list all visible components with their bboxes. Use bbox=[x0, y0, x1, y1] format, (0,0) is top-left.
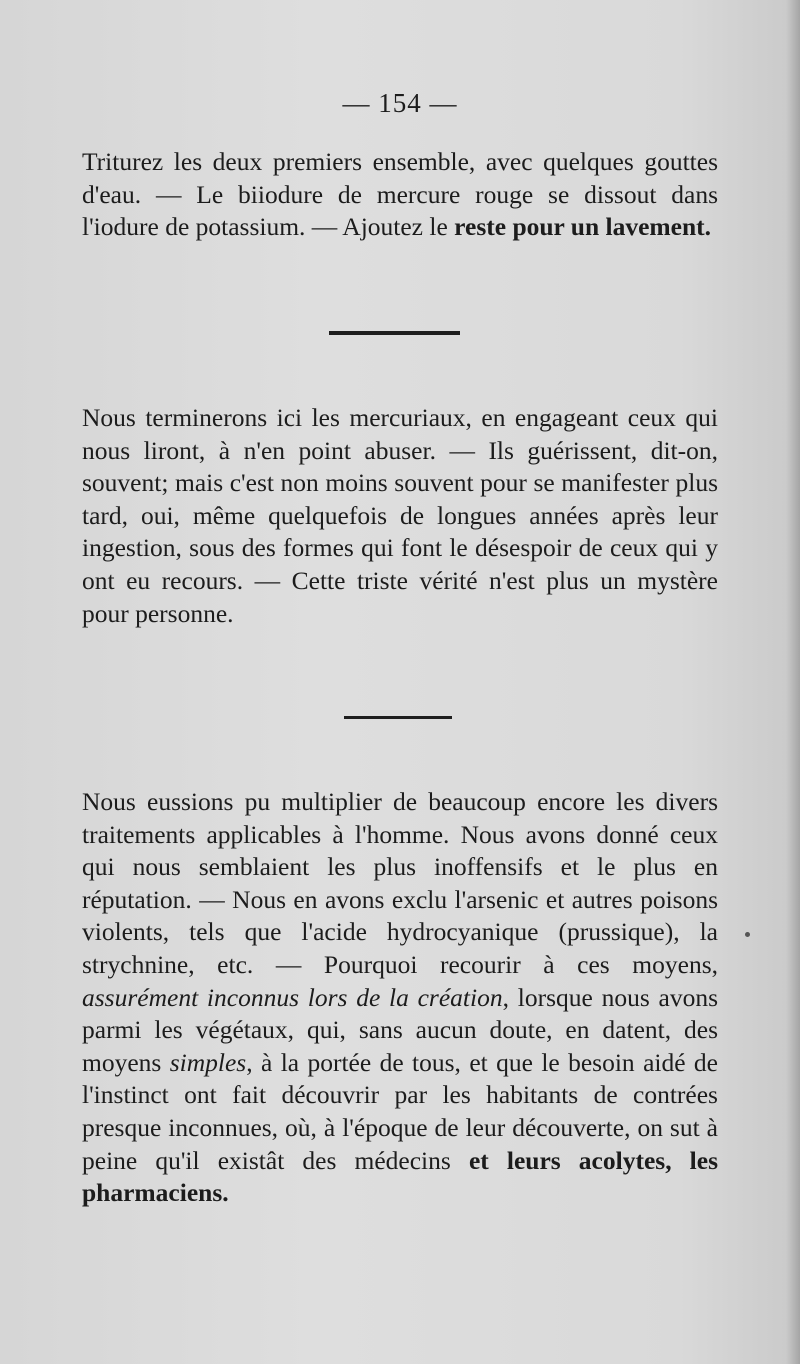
paragraph-3-text-b: , lorsque nous avons parmi les végétaux, qui, sans aucun doute, en datent, des moyens bbox=[82, 982, 718, 1077]
paragraph-3 bbox=[82, 786, 718, 1210]
paragraph-3-text-c: , à la portée de tous, et que le besoin aidé de l'instinct ont fait découvrir par les habitants de contrées presque inconnues, où, à l'époque de leur découverte, on sut à peine qu'il existât des médecins bbox=[82, 1047, 719, 1175]
page-edge-shadow bbox=[786, 0, 800, 1364]
paragraph-3-bold-tail: et leurs acolytes, les pharmaciens. bbox=[82, 1145, 719, 1208]
paragraph-3-italic-2: simples bbox=[169, 1047, 247, 1077]
paragraph-3-italic-1: assurément inconnus lors de la création bbox=[82, 982, 503, 1012]
section-divider-1 bbox=[329, 331, 460, 335]
paragraph-1-text: Triturez les deux premiers ensemble, avec quelques gouttes d'eau. — Le biiodure de mercure rouge se dissout dans l'iodure de potassium. — Ajoutez le bbox=[82, 147, 718, 242]
paragraph-2 bbox=[82, 402, 718, 630]
paragraph-1-bold-tail: reste pour un lavement. bbox=[454, 212, 712, 242]
paragraph-1 bbox=[82, 146, 718, 244]
section-divider-2 bbox=[344, 716, 452, 719]
page-number: — 154 — bbox=[342, 88, 458, 118]
paragraph-3-text-a: Nous eussions pu multiplier de beaucoup encore les divers traitements applicables à l'homme. Nous avons donné ceux qui nous semblaient les plus inoffensifs et le plus en réputation. — Nous en avons exclu l'arsenic et autres poisons violents, tels que l'acide hydrocyanique (prussique), la strychnine, etc. — Pourquoi recourir à ces moyens, bbox=[82, 787, 718, 979]
ink-speck bbox=[745, 932, 750, 937]
paragraph-2-text: Nous terminerons ici les mercuriaux, en engageant ceux qui nous liront, à n'en point abuser. — Ils guérissent, dit-on, souvent; mais c'est non moins souvent pour se manifester plus tard, oui, même quelquefois de longues années après leur ingestion, sous des formes qui font le désespoir de ceux qui y ont eu recours. — Cette triste vérité n'est plus un mystère pour personne. bbox=[82, 403, 718, 628]
